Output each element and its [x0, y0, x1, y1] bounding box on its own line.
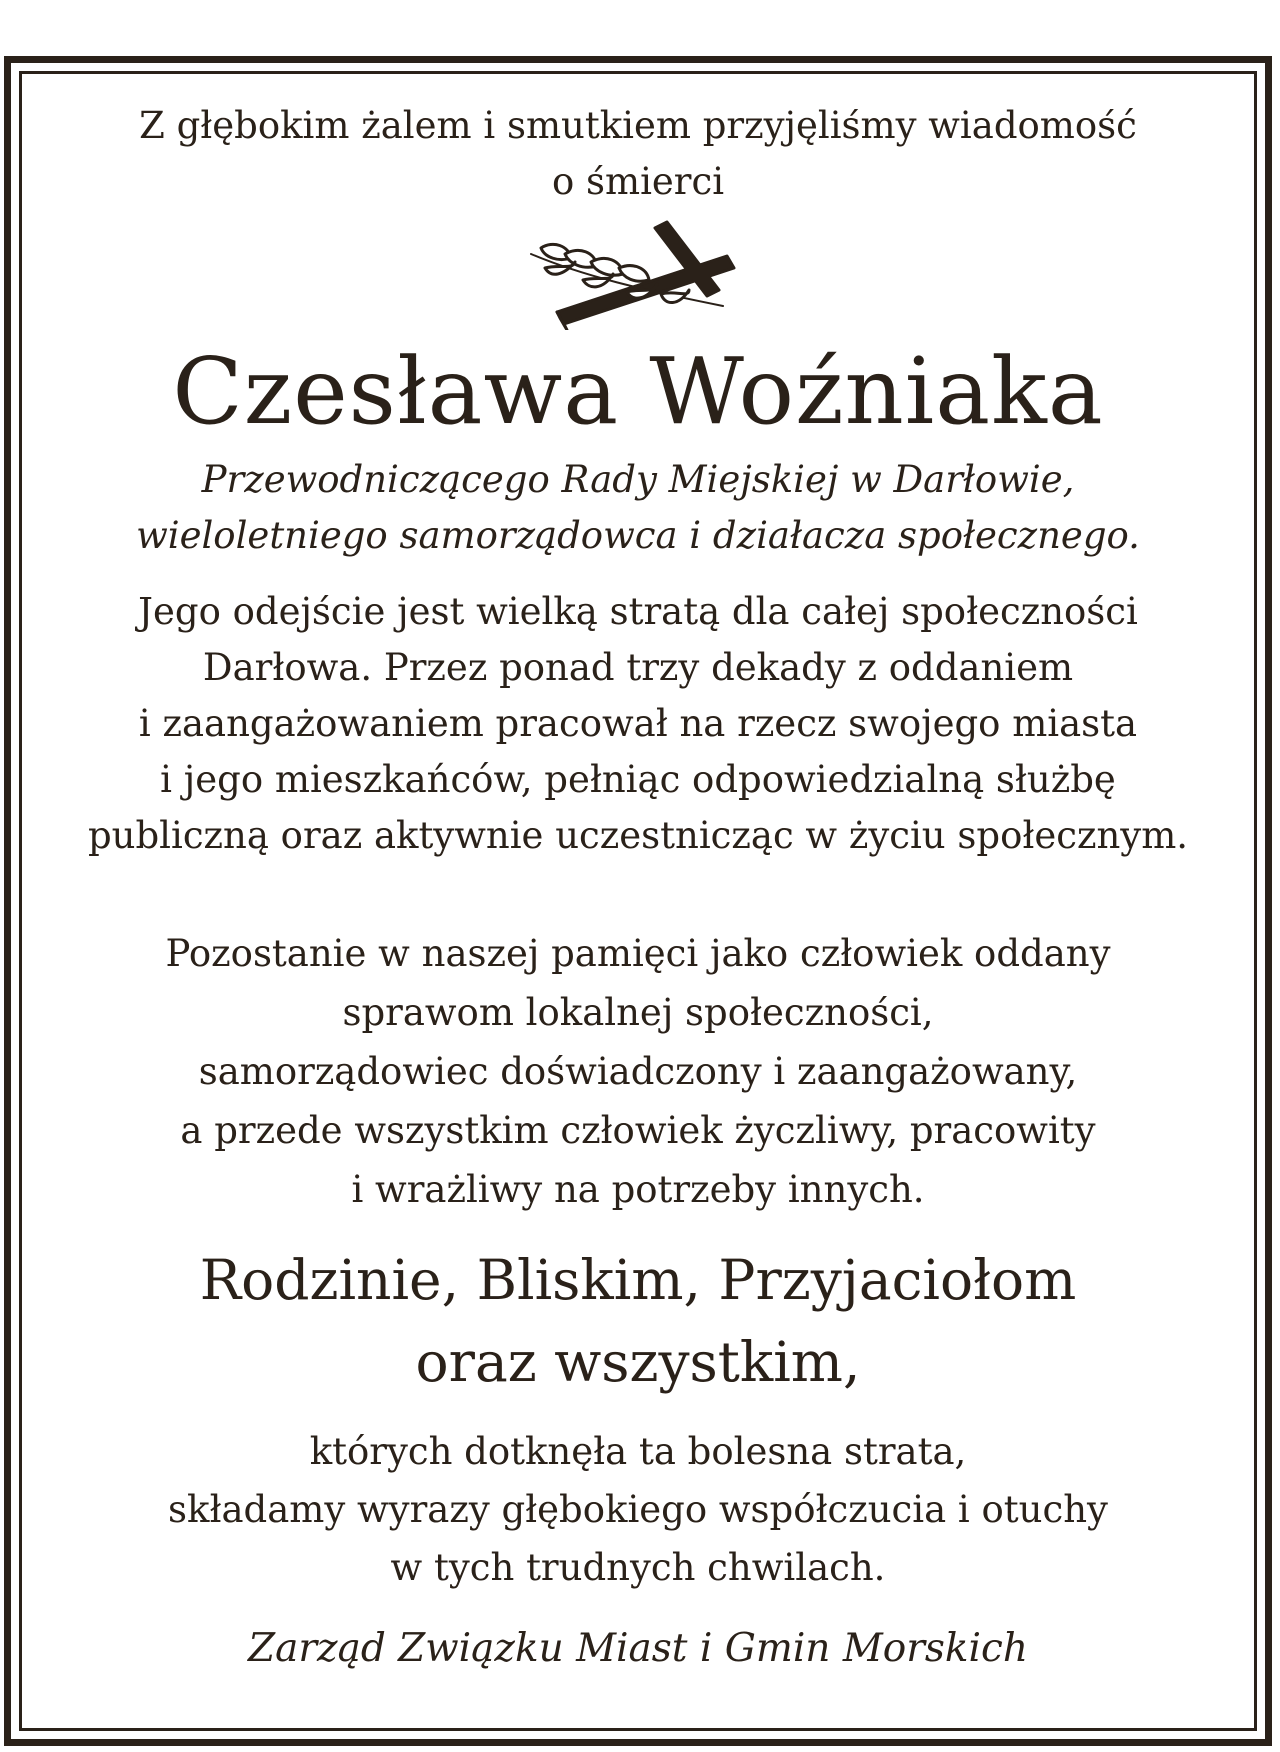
tribute-paragraph-2: [24, 924, 1252, 1219]
paragraph-line: publiczną oraz aktywnie uczestnicząc w życiu społecznym.: [87, 814, 1189, 857]
paragraph-line: i jego mieszkańców, pełniąc odpowiedzialną służbę: [160, 758, 1116, 801]
paragraph-line: Pozostanie w naszej pamięci jako człowiek oddany: [165, 932, 1111, 975]
intro-line: o śmierci: [551, 160, 725, 203]
paragraph-line: Jego odejście jest wielką stratą dla całej społeczności: [138, 590, 1138, 633]
deceased-name: Czesława Woźniaka: [172, 338, 1104, 445]
paragraph-line: i wrażliwy na potrzeby innych.: [351, 1168, 925, 1211]
cross-with-laurel-branch-icon: [523, 220, 753, 330]
closing-line: których dotknęła ta bolesna strata,: [309, 1430, 967, 1473]
condolence-line: oraz wszystkim,: [415, 1330, 861, 1394]
deceased-role: [24, 452, 1252, 564]
tribute-paragraph-1: [24, 584, 1252, 864]
paragraph-line: samorządowiec doświadczony i zaangażowany,: [198, 1050, 1078, 1093]
paragraph-line: sprawom lokalnej społeczności,: [342, 991, 934, 1034]
condolence-line: Rodzinie, Bliskim, Przyjaciołom: [199, 1248, 1077, 1312]
condolence-heading: [24, 1239, 1252, 1403]
closing-line: w tych trudnych chwilach.: [390, 1546, 886, 1589]
closing-line: składamy wyrazy głębokiego współczucia i otuchy: [168, 1488, 1108, 1531]
role-line: Przewodniczącego Rady Miejskiej w Darłowie,: [201, 458, 1075, 501]
signature: Zarząd Związku Miast i Gmin Morskich: [248, 1626, 1028, 1671]
intro-line: Z głębokim żalem i smutkiem przyjęliśmy wiadomość: [139, 104, 1137, 147]
intro-text: [24, 98, 1252, 210]
paragraph-line: i zaangażowaniem pracował na rzecz swojego miasta: [138, 702, 1138, 745]
role-line: wieloletniego samorządowca i działacza społecznego.: [136, 514, 1140, 557]
paragraph-line: a przede wszystkim człowiek życzliwy, pracowity: [180, 1109, 1096, 1152]
obituary-notice: [24, 74, 1252, 1724]
closing-text: [24, 1423, 1252, 1597]
paragraph-line: Darłowa. Przez ponad trzy dekady z oddaniem: [202, 646, 1074, 689]
